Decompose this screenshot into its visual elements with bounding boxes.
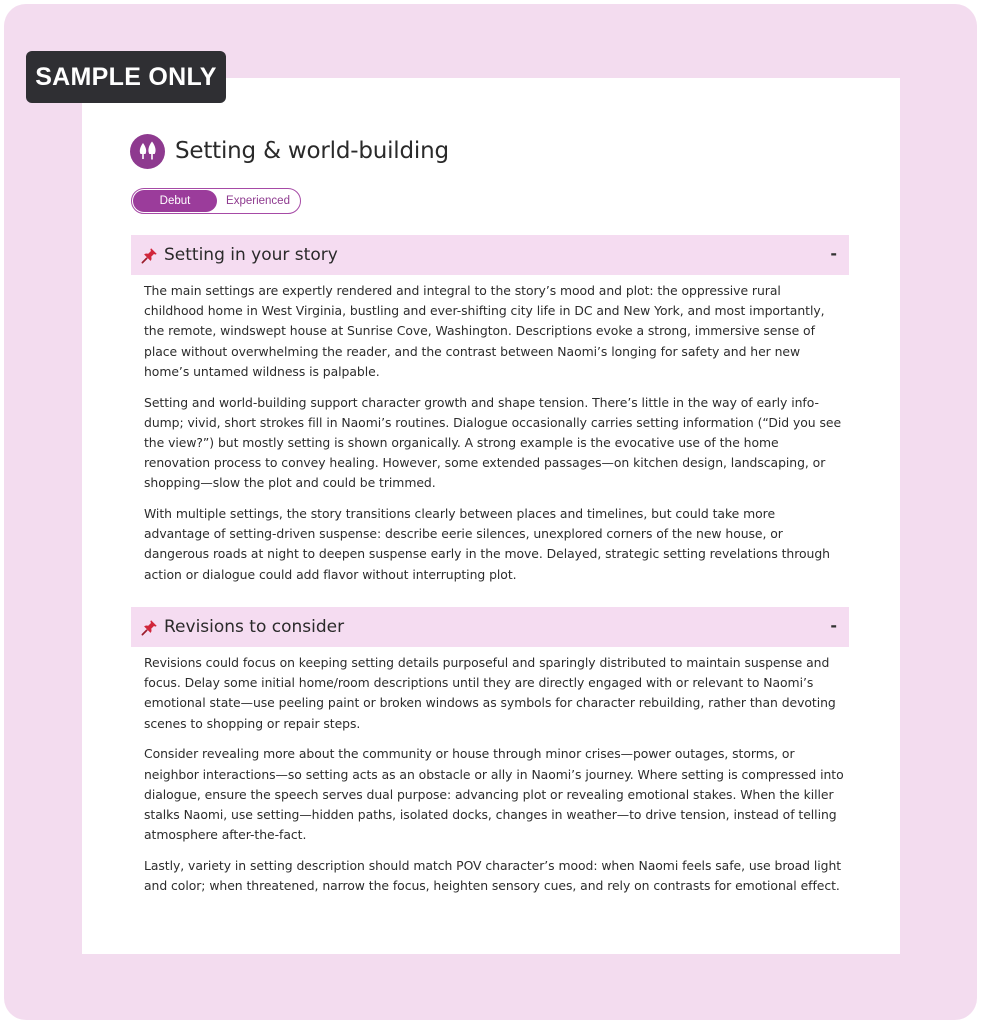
paragraph: Lastly, variety in setting description should match POV character’s mood: when Naomi feels safe, use broad light and color; when threatened, narrow the focus, heighten sensory cues, and rely on contrasts for emotional effect. [144, 857, 842, 894]
collapse-button[interactable]: - [830, 616, 837, 635]
section-title: Setting in your story [164, 245, 338, 265]
section-header-setting[interactable] [131, 235, 849, 275]
paragraph: Setting and world-building support character growth and shape tension. There’s little in the way of early info-dump; vivid, short strokes fill in Naomi’s routines. Dialogue occasionally carries setting information (“Did you see the view?”) but mostly setting is shown organically. A strong example is the evocative use of the home renovation process to convey healing. However, some extended passages—on kitchen design, landscaping, or shopping—slow the plot and could be trimmed. [144, 394, 842, 491]
section-body-revisions [144, 653, 844, 907]
toggle-option-experienced[interactable]: Experienced [226, 195, 290, 207]
collapse-button[interactable]: - [830, 244, 837, 263]
paragraph: With multiple settings, the story transitions clearly between places and timelines, but could take more advantage of setting-driven suspense: describe eerie silences, unexplored corners of the new house, or dangerous roads at night to deepen suspense early in the move. Delayed, strategic setting revelations through action or dialogue could add flavor without interrupting plot. [144, 506, 830, 582]
pushpin-icon [141, 247, 158, 264]
pushpin-icon [141, 619, 158, 636]
page-title: Setting & world-building [175, 138, 449, 164]
section-body-setting [144, 281, 844, 595]
paragraph: Consider revealing more about the community or house through minor crises—power outages, storms, or neighbor interactions—so setting acts as an obstacle or ally in Naomi’s journey. Where setting is compressed into dialogue, ensure the speech serves dual purpose: advancing plot or revealing emotional stakes. When the killer stalks Naomi, use setting—hidden paths, isolated docks, changes in weather—to drive tension, instead of telling atmosphere after-the-fact. [144, 746, 844, 843]
toggle-option-debut[interactable]: Debut [133, 190, 217, 212]
trees-icon [130, 134, 165, 169]
title-row [130, 132, 449, 170]
paragraph: Revisions could focus on keeping setting details purposeful and sparingly distributed to maintain suspense and focus. Delay some initial home/room descriptions until they are directly engaged with or relevant to Naomi’s emotional state—use peeling paint or broken windows as symbols for character rebuilding, rather than devoting scenes to shopping or repair steps. [144, 655, 836, 731]
experience-toggle[interactable] [131, 188, 301, 214]
report-card [82, 78, 900, 954]
section-header-revisions[interactable] [131, 607, 849, 647]
sample-only-badge: SAMPLE ONLY [26, 51, 226, 103]
paragraph: The main settings are expertly rendered and integral to the story’s mood and plot: the oppressive rural childhood home in West Virginia, bustling and ever-shifting city life in DC and New York, and most importantly, the remote, windswept house at Sunrise Cove, Washington. Descriptions evoke a strong, immersive sense of place without overwhelming the reader, and the contrast between Naomi’s longing for safety and her new home’s untamed wildness is palpable. [144, 283, 825, 379]
section-title: Revisions to consider [164, 617, 345, 637]
